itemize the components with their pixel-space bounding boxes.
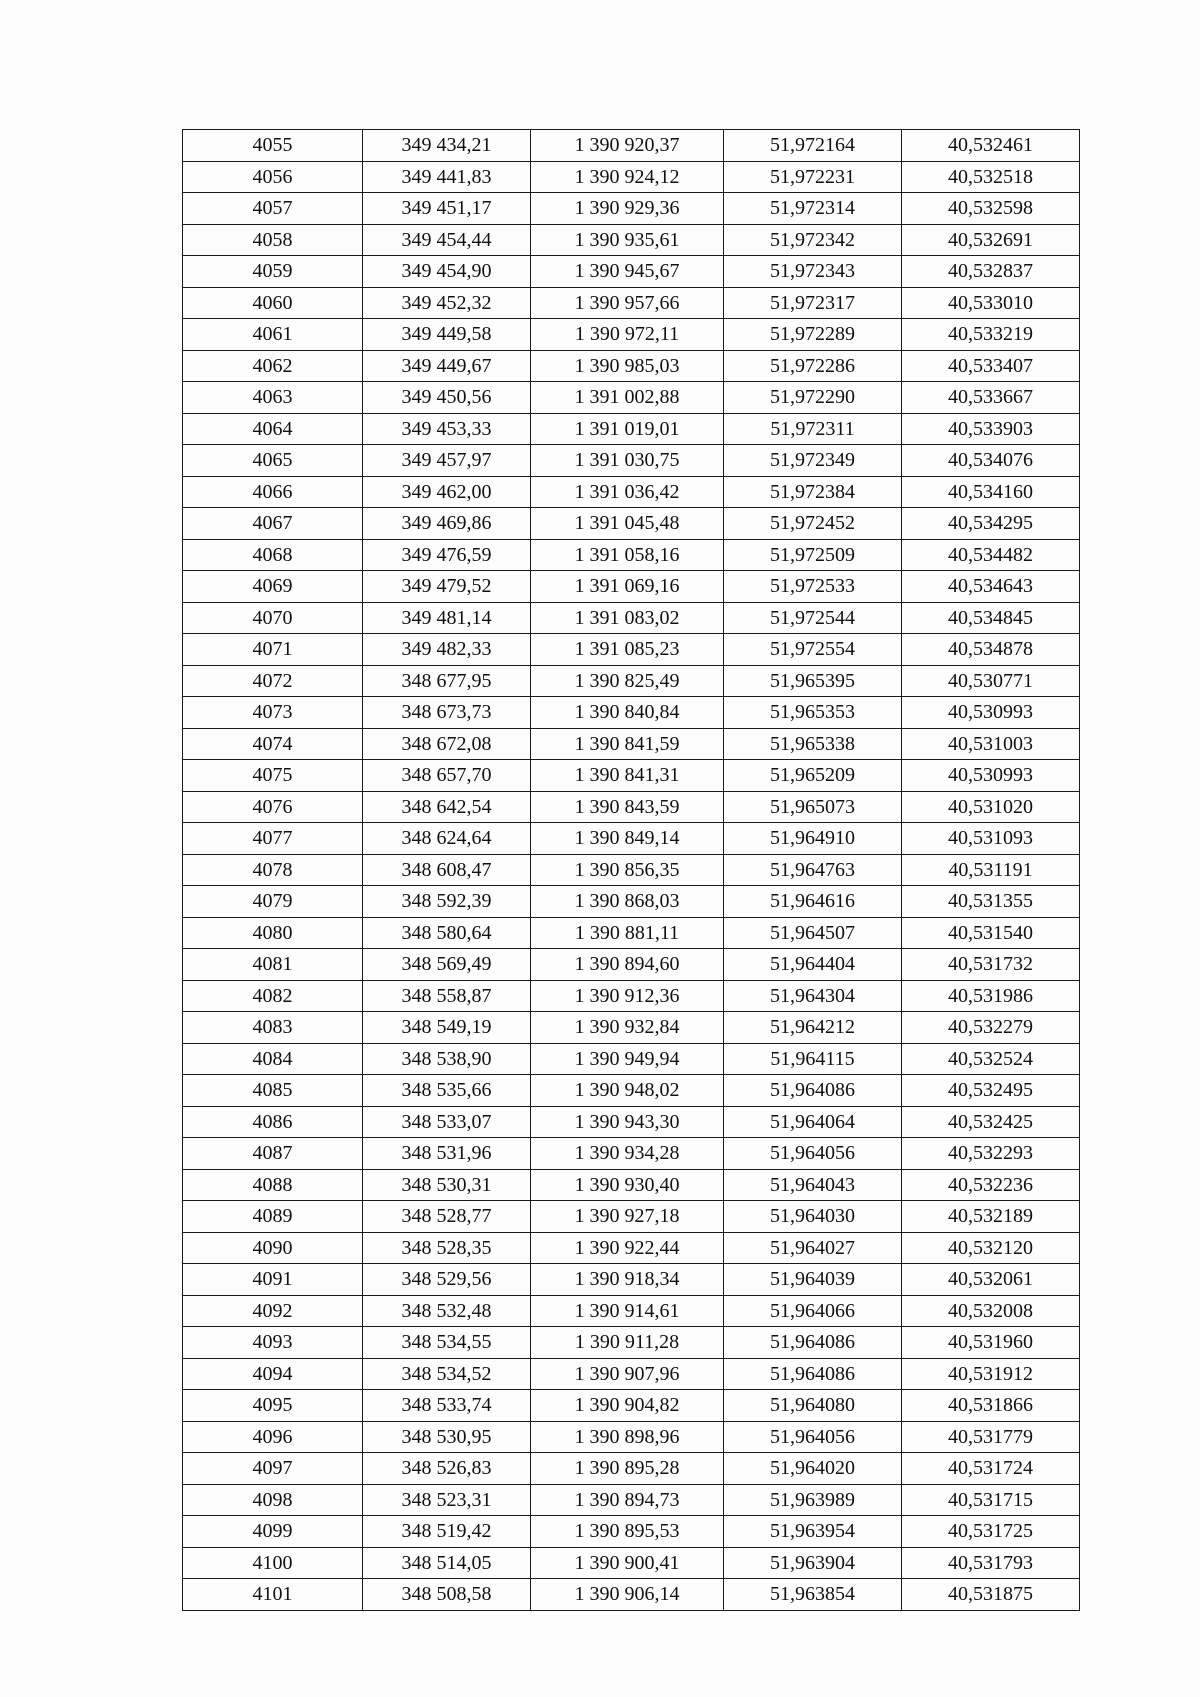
longitude-cell: 40,532236 (902, 1169, 1080, 1201)
table-row (183, 1358, 1080, 1390)
point-number-cell: 4094 (183, 1358, 363, 1390)
table-row (183, 791, 1080, 823)
point-number-cell: 4073 (183, 697, 363, 729)
table-row (183, 1547, 1080, 1579)
point-number-cell: 4074 (183, 728, 363, 760)
latitude-cell: 51,965353 (724, 697, 902, 729)
point-number-cell: 4099 (183, 1516, 363, 1548)
latitude-cell: 51,972554 (724, 634, 902, 666)
longitude-cell: 40,534295 (902, 508, 1080, 540)
y-coordinate-cell: 1 391 058,16 (531, 539, 724, 571)
y-coordinate-cell: 1 390 929,36 (531, 193, 724, 225)
longitude-cell: 40,531093 (902, 823, 1080, 855)
y-coordinate-cell: 1 390 943,30 (531, 1106, 724, 1138)
x-coordinate-cell: 348 534,55 (363, 1327, 531, 1359)
table-row (183, 1390, 1080, 1422)
point-number-cell: 4062 (183, 350, 363, 382)
x-coordinate-cell: 348 580,64 (363, 917, 531, 949)
x-coordinate-cell: 348 533,74 (363, 1390, 531, 1422)
x-coordinate-cell: 349 462,00 (363, 476, 531, 508)
longitude-cell: 40,531866 (902, 1390, 1080, 1422)
y-coordinate-cell: 1 390 948,02 (531, 1075, 724, 1107)
table-row (183, 697, 1080, 729)
y-coordinate-cell: 1 390 856,35 (531, 854, 724, 886)
y-coordinate-cell: 1 391 036,42 (531, 476, 724, 508)
point-number-cell: 4068 (183, 539, 363, 571)
latitude-cell: 51,964056 (724, 1138, 902, 1170)
latitude-cell: 51,972342 (724, 224, 902, 256)
y-coordinate-cell: 1 390 957,66 (531, 287, 724, 319)
table-row (183, 382, 1080, 414)
x-coordinate-cell: 348 624,64 (363, 823, 531, 855)
point-number-cell: 4095 (183, 1390, 363, 1422)
point-number-cell: 4084 (183, 1043, 363, 1075)
x-coordinate-cell: 349 453,33 (363, 413, 531, 445)
x-coordinate-cell: 349 479,52 (363, 571, 531, 603)
longitude-cell: 40,532518 (902, 161, 1080, 193)
x-coordinate-cell: 349 454,90 (363, 256, 531, 288)
y-coordinate-cell: 1 390 840,84 (531, 697, 724, 729)
x-coordinate-cell: 348 534,52 (363, 1358, 531, 1390)
y-coordinate-cell: 1 391 045,48 (531, 508, 724, 540)
latitude-cell: 51,972544 (724, 602, 902, 634)
latitude-cell: 51,972311 (724, 413, 902, 445)
longitude-cell: 40,531020 (902, 791, 1080, 823)
latitude-cell: 51,972286 (724, 350, 902, 382)
y-coordinate-cell: 1 390 918,34 (531, 1264, 724, 1296)
latitude-cell: 51,964404 (724, 949, 902, 981)
y-coordinate-cell: 1 390 906,14 (531, 1579, 724, 1611)
longitude-cell: 40,533903 (902, 413, 1080, 445)
table-row (183, 1516, 1080, 1548)
longitude-cell: 40,534482 (902, 539, 1080, 571)
latitude-cell: 51,964066 (724, 1295, 902, 1327)
latitude-cell: 51,964080 (724, 1390, 902, 1422)
latitude-cell: 51,972349 (724, 445, 902, 477)
y-coordinate-cell: 1 390 935,61 (531, 224, 724, 256)
x-coordinate-cell: 348 672,08 (363, 728, 531, 760)
longitude-cell: 40,532008 (902, 1295, 1080, 1327)
y-coordinate-cell: 1 390 900,41 (531, 1547, 724, 1579)
point-number-cell: 4091 (183, 1264, 363, 1296)
table-row (183, 949, 1080, 981)
x-coordinate-cell: 348 608,47 (363, 854, 531, 886)
table-row (183, 1012, 1080, 1044)
latitude-cell: 51,964056 (724, 1421, 902, 1453)
x-coordinate-cell: 348 514,05 (363, 1547, 531, 1579)
point-number-cell: 4076 (183, 791, 363, 823)
x-coordinate-cell: 348 529,56 (363, 1264, 531, 1296)
latitude-cell: 51,964086 (724, 1358, 902, 1390)
latitude-cell: 51,963954 (724, 1516, 902, 1548)
longitude-cell: 40,532524 (902, 1043, 1080, 1075)
table-row (183, 1579, 1080, 1611)
longitude-cell: 40,531715 (902, 1484, 1080, 1516)
y-coordinate-cell: 1 391 019,01 (531, 413, 724, 445)
y-coordinate-cell: 1 391 002,88 (531, 382, 724, 414)
point-number-cell: 4070 (183, 602, 363, 634)
table-row (183, 1295, 1080, 1327)
y-coordinate-cell: 1 390 920,37 (531, 130, 724, 162)
y-coordinate-cell: 1 390 945,67 (531, 256, 724, 288)
x-coordinate-cell: 348 538,90 (363, 1043, 531, 1075)
point-number-cell: 4079 (183, 886, 363, 918)
x-coordinate-cell: 349 482,33 (363, 634, 531, 666)
x-coordinate-cell: 349 451,17 (363, 193, 531, 225)
latitude-cell: 51,972317 (724, 287, 902, 319)
y-coordinate-cell: 1 391 085,23 (531, 634, 724, 666)
x-coordinate-cell: 349 454,44 (363, 224, 531, 256)
longitude-cell: 40,531793 (902, 1547, 1080, 1579)
table-row (183, 287, 1080, 319)
longitude-cell: 40,534076 (902, 445, 1080, 477)
longitude-cell: 40,531355 (902, 886, 1080, 918)
table-row (183, 1232, 1080, 1264)
x-coordinate-cell: 348 657,70 (363, 760, 531, 792)
longitude-cell: 40,531779 (902, 1421, 1080, 1453)
point-number-cell: 4090 (183, 1232, 363, 1264)
latitude-cell: 51,972231 (724, 161, 902, 193)
x-coordinate-cell: 348 526,83 (363, 1453, 531, 1485)
longitude-cell: 40,532189 (902, 1201, 1080, 1233)
longitude-cell: 40,531191 (902, 854, 1080, 886)
latitude-cell: 51,965073 (724, 791, 902, 823)
y-coordinate-cell: 1 390 895,53 (531, 1516, 724, 1548)
table-row (183, 350, 1080, 382)
latitude-cell: 51,972164 (724, 130, 902, 162)
y-coordinate-cell: 1 390 985,03 (531, 350, 724, 382)
y-coordinate-cell: 1 390 825,49 (531, 665, 724, 697)
table-row (183, 161, 1080, 193)
longitude-cell: 40,533667 (902, 382, 1080, 414)
latitude-cell: 51,965338 (724, 728, 902, 760)
x-coordinate-cell: 348 531,96 (363, 1138, 531, 1170)
y-coordinate-cell: 1 390 930,40 (531, 1169, 724, 1201)
table-row (183, 1421, 1080, 1453)
longitude-cell: 40,532495 (902, 1075, 1080, 1107)
point-number-cell: 4072 (183, 665, 363, 697)
longitude-cell: 40,531540 (902, 917, 1080, 949)
y-coordinate-cell: 1 390 898,96 (531, 1421, 724, 1453)
point-number-cell: 4055 (183, 130, 363, 162)
point-number-cell: 4069 (183, 571, 363, 603)
x-coordinate-cell: 349 469,86 (363, 508, 531, 540)
x-coordinate-cell: 348 592,39 (363, 886, 531, 918)
table-row (183, 665, 1080, 697)
x-coordinate-cell: 348 508,58 (363, 1579, 531, 1611)
latitude-cell: 51,972289 (724, 319, 902, 351)
y-coordinate-cell: 1 391 083,02 (531, 602, 724, 634)
x-coordinate-cell: 349 449,58 (363, 319, 531, 351)
y-coordinate-cell: 1 391 069,16 (531, 571, 724, 603)
table-row (183, 634, 1080, 666)
latitude-cell: 51,964115 (724, 1043, 902, 1075)
latitude-cell: 51,972509 (724, 539, 902, 571)
table-row (183, 1138, 1080, 1170)
latitude-cell: 51,964064 (724, 1106, 902, 1138)
longitude-cell: 40,530993 (902, 760, 1080, 792)
longitude-cell: 40,530993 (902, 697, 1080, 729)
x-coordinate-cell: 349 450,56 (363, 382, 531, 414)
latitude-cell: 51,964039 (724, 1264, 902, 1296)
point-number-cell: 4066 (183, 476, 363, 508)
longitude-cell: 40,531003 (902, 728, 1080, 760)
longitude-cell: 40,534878 (902, 634, 1080, 666)
x-coordinate-cell: 349 449,67 (363, 350, 531, 382)
longitude-cell: 40,532279 (902, 1012, 1080, 1044)
longitude-cell: 40,531725 (902, 1516, 1080, 1548)
x-coordinate-cell: 349 434,21 (363, 130, 531, 162)
x-coordinate-cell: 348 549,19 (363, 1012, 531, 1044)
table-row (183, 256, 1080, 288)
table-row (183, 224, 1080, 256)
latitude-cell: 51,964086 (724, 1075, 902, 1107)
coordinates-table (182, 129, 1080, 1611)
point-number-cell: 4056 (183, 161, 363, 193)
longitude-cell: 40,531724 (902, 1453, 1080, 1485)
latitude-cell: 51,972533 (724, 571, 902, 603)
table-row (183, 1327, 1080, 1359)
table-row (183, 1264, 1080, 1296)
longitude-cell: 40,532061 (902, 1264, 1080, 1296)
y-coordinate-cell: 1 390 841,59 (531, 728, 724, 760)
latitude-cell: 51,963854 (724, 1579, 902, 1611)
longitude-cell: 40,532837 (902, 256, 1080, 288)
table-row (183, 319, 1080, 351)
y-coordinate-cell: 1 390 868,03 (531, 886, 724, 918)
x-coordinate-cell: 348 569,49 (363, 949, 531, 981)
longitude-cell: 40,533010 (902, 287, 1080, 319)
point-number-cell: 4088 (183, 1169, 363, 1201)
table-row (183, 980, 1080, 1012)
point-number-cell: 4092 (183, 1295, 363, 1327)
latitude-cell: 51,965395 (724, 665, 902, 697)
latitude-cell: 51,972343 (724, 256, 902, 288)
x-coordinate-cell: 348 642,54 (363, 791, 531, 823)
longitude-cell: 40,534845 (902, 602, 1080, 634)
x-coordinate-cell: 348 523,31 (363, 1484, 531, 1516)
table-row (183, 917, 1080, 949)
longitude-cell: 40,534643 (902, 571, 1080, 603)
table-row (183, 760, 1080, 792)
point-number-cell: 4061 (183, 319, 363, 351)
latitude-cell: 51,963904 (724, 1547, 902, 1579)
point-number-cell: 4082 (183, 980, 363, 1012)
latitude-cell: 51,964086 (724, 1327, 902, 1359)
y-coordinate-cell: 1 390 911,28 (531, 1327, 724, 1359)
table-row (183, 1484, 1080, 1516)
x-coordinate-cell: 348 528,35 (363, 1232, 531, 1264)
x-coordinate-cell: 348 677,95 (363, 665, 531, 697)
table-row (183, 1453, 1080, 1485)
point-number-cell: 4087 (183, 1138, 363, 1170)
latitude-cell: 51,964507 (724, 917, 902, 949)
longitude-cell: 40,532120 (902, 1232, 1080, 1264)
longitude-cell: 40,531986 (902, 980, 1080, 1012)
table-row (183, 854, 1080, 886)
longitude-cell: 40,532598 (902, 193, 1080, 225)
table-row (183, 476, 1080, 508)
point-number-cell: 4063 (183, 382, 363, 414)
point-number-cell: 4086 (183, 1106, 363, 1138)
longitude-cell: 40,532425 (902, 1106, 1080, 1138)
y-coordinate-cell: 1 390 934,28 (531, 1138, 724, 1170)
latitude-cell: 51,964910 (724, 823, 902, 855)
x-coordinate-cell: 349 457,97 (363, 445, 531, 477)
longitude-cell: 40,531875 (902, 1579, 1080, 1611)
x-coordinate-cell: 348 532,48 (363, 1295, 531, 1327)
longitude-cell: 40,532691 (902, 224, 1080, 256)
y-coordinate-cell: 1 390 922,44 (531, 1232, 724, 1264)
point-number-cell: 4077 (183, 823, 363, 855)
latitude-cell: 51,964043 (724, 1169, 902, 1201)
point-number-cell: 4096 (183, 1421, 363, 1453)
latitude-cell: 51,964763 (724, 854, 902, 886)
y-coordinate-cell: 1 390 927,18 (531, 1201, 724, 1233)
y-coordinate-cell: 1 390 894,73 (531, 1484, 724, 1516)
table-row (183, 728, 1080, 760)
point-number-cell: 4059 (183, 256, 363, 288)
point-number-cell: 4075 (183, 760, 363, 792)
y-coordinate-cell: 1 390 904,82 (531, 1390, 724, 1422)
x-coordinate-cell: 349 476,59 (363, 539, 531, 571)
latitude-cell: 51,964304 (724, 980, 902, 1012)
y-coordinate-cell: 1 390 881,11 (531, 917, 724, 949)
point-number-cell: 4080 (183, 917, 363, 949)
point-number-cell: 4067 (183, 508, 363, 540)
point-number-cell: 4098 (183, 1484, 363, 1516)
y-coordinate-cell: 1 390 949,94 (531, 1043, 724, 1075)
point-number-cell: 4097 (183, 1453, 363, 1485)
x-coordinate-cell: 349 452,32 (363, 287, 531, 319)
latitude-cell: 51,972290 (724, 382, 902, 414)
point-number-cell: 4060 (183, 287, 363, 319)
longitude-cell: 40,533219 (902, 319, 1080, 351)
table-row (183, 539, 1080, 571)
point-number-cell: 4057 (183, 193, 363, 225)
point-number-cell: 4101 (183, 1579, 363, 1611)
y-coordinate-cell: 1 391 030,75 (531, 445, 724, 477)
y-coordinate-cell: 1 390 932,84 (531, 1012, 724, 1044)
table-row (183, 1201, 1080, 1233)
y-coordinate-cell: 1 390 914,61 (531, 1295, 724, 1327)
table-row (183, 1106, 1080, 1138)
longitude-cell: 40,531960 (902, 1327, 1080, 1359)
y-coordinate-cell: 1 390 912,36 (531, 980, 724, 1012)
point-number-cell: 4085 (183, 1075, 363, 1107)
table-row (183, 508, 1080, 540)
point-number-cell: 4064 (183, 413, 363, 445)
latitude-cell: 51,972384 (724, 476, 902, 508)
y-coordinate-cell: 1 390 843,59 (531, 791, 724, 823)
longitude-cell: 40,531732 (902, 949, 1080, 981)
table-row (183, 130, 1080, 162)
coordinates-table-body (183, 130, 1080, 1611)
x-coordinate-cell: 348 519,42 (363, 1516, 531, 1548)
y-coordinate-cell: 1 390 972,11 (531, 319, 724, 351)
point-number-cell: 4078 (183, 854, 363, 886)
latitude-cell: 51,964020 (724, 1453, 902, 1485)
x-coordinate-cell: 348 535,66 (363, 1075, 531, 1107)
x-coordinate-cell: 348 558,87 (363, 980, 531, 1012)
x-coordinate-cell: 349 441,83 (363, 161, 531, 193)
table-row (183, 886, 1080, 918)
point-number-cell: 4089 (183, 1201, 363, 1233)
table-row (183, 1043, 1080, 1075)
table-row (183, 1075, 1080, 1107)
y-coordinate-cell: 1 390 895,28 (531, 1453, 724, 1485)
point-number-cell: 4100 (183, 1547, 363, 1579)
table-row (183, 193, 1080, 225)
y-coordinate-cell: 1 390 924,12 (531, 161, 724, 193)
latitude-cell: 51,963989 (724, 1484, 902, 1516)
longitude-cell: 40,534160 (902, 476, 1080, 508)
point-number-cell: 4071 (183, 634, 363, 666)
latitude-cell: 51,972314 (724, 193, 902, 225)
table-row (183, 1169, 1080, 1201)
point-number-cell: 4058 (183, 224, 363, 256)
point-number-cell: 4081 (183, 949, 363, 981)
latitude-cell: 51,964616 (724, 886, 902, 918)
point-number-cell: 4093 (183, 1327, 363, 1359)
latitude-cell: 51,965209 (724, 760, 902, 792)
longitude-cell: 40,532461 (902, 130, 1080, 162)
point-number-cell: 4065 (183, 445, 363, 477)
latitude-cell: 51,964030 (724, 1201, 902, 1233)
x-coordinate-cell: 348 530,31 (363, 1169, 531, 1201)
longitude-cell: 40,530771 (902, 665, 1080, 697)
y-coordinate-cell: 1 390 841,31 (531, 760, 724, 792)
table-row (183, 571, 1080, 603)
point-number-cell: 4083 (183, 1012, 363, 1044)
x-coordinate-cell: 348 530,95 (363, 1421, 531, 1453)
y-coordinate-cell: 1 390 894,60 (531, 949, 724, 981)
x-coordinate-cell: 348 533,07 (363, 1106, 531, 1138)
y-coordinate-cell: 1 390 907,96 (531, 1358, 724, 1390)
longitude-cell: 40,533407 (902, 350, 1080, 382)
latitude-cell: 51,972452 (724, 508, 902, 540)
table-row (183, 823, 1080, 855)
table-row (183, 413, 1080, 445)
x-coordinate-cell: 348 673,73 (363, 697, 531, 729)
y-coordinate-cell: 1 390 849,14 (531, 823, 724, 855)
x-coordinate-cell: 348 528,77 (363, 1201, 531, 1233)
longitude-cell: 40,532293 (902, 1138, 1080, 1170)
table-row (183, 602, 1080, 634)
latitude-cell: 51,964027 (724, 1232, 902, 1264)
table-row (183, 445, 1080, 477)
latitude-cell: 51,964212 (724, 1012, 902, 1044)
longitude-cell: 40,531912 (902, 1358, 1080, 1390)
x-coordinate-cell: 349 481,14 (363, 602, 531, 634)
